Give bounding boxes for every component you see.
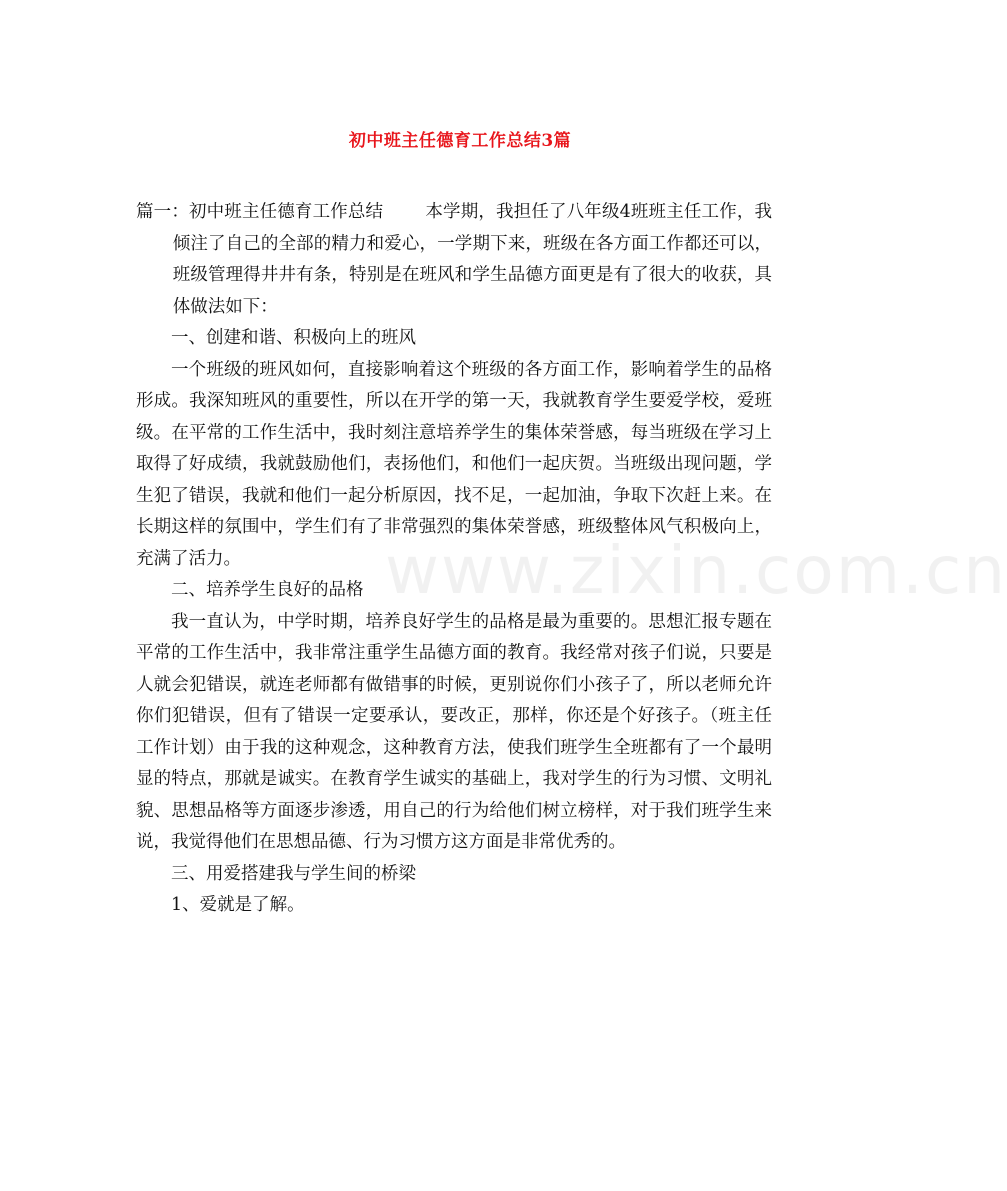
paragraph-2: 我一直认为，中学时期，培养良好学生的品格是最为重要的。思想汇报专题在平常的工作生活中，我非常注重学生品德方面的教育。我经常对孩子们说，只要是人就会犯错误，就连老师都有做错事的时候，更别说你们小孩子了，所以老师允许你们犯错误，但有了错误一定要承认，要改正，那样，你还是个好孩子。（班主任工作计划）由于我的这种观念，这种教育方法，使我们班学生全班都有了一个最明显的特点，那就是诚实。在教育学生诚实的基础上，我对学生的行为习惯、文明礼貌、思想品格等方面逐步渗透，用自己的行为给他们树立榜样，对于我们班学生来说，我觉得他们在思想品德、行为习惯方这方面是非常优秀的。	[136, 611, 772, 852]
list-item-1: 1、爱就是了解。	[171, 895, 305, 915]
intro-text: 本学期，我担任了八年级4班班主任工作，我倾注了自己的全部的精力和爱心，一学期下来，班级在各方面工作都还可以，班级管理得井井有条，特别是在班风和学生品德方面更是有了很大的收获，具体做法如下：	[172, 202, 773, 317]
section-label: 篇一：初中班主任德育工作总结	[136, 202, 384, 222]
watermark: www.zixin.com.cn	[385, 532, 1007, 609]
intro-paragraph	[136, 197, 772, 323]
document-title: 初中班主任德育工作总结3篇	[348, 131, 572, 151]
heading-2: 二、培养学生良好的品格	[171, 580, 364, 600]
heading-1: 一、创建和谐、积极向上的班风	[171, 328, 416, 348]
paragraph-1: 一个班级的班风如何，直接影响着这个班级的各方面工作，影响着学生的品格形成。我深知班风的重要性，所以在开学的第一天，我就教育学生要爱学校，爱班级。在平常的工作生活中，我时刻注意培养学生的集体荣誉感，每当班级在学习上取得了好成绩，我就鼓励他们，表扬他们，和他们一起庆贺。当班级出现问题，学生犯了错误，我就和他们一起分析原因，找不足，一起加油，争取下次赶上来。在长期这样的氛围中，学生们有了非常强烈的集体荣誉感，班级整体风气积极向上，充满了活力。	[136, 359, 772, 569]
heading-3: 三、用爱搭建我与学生间的桥梁	[171, 863, 416, 884]
document-body	[136, 197, 772, 922]
